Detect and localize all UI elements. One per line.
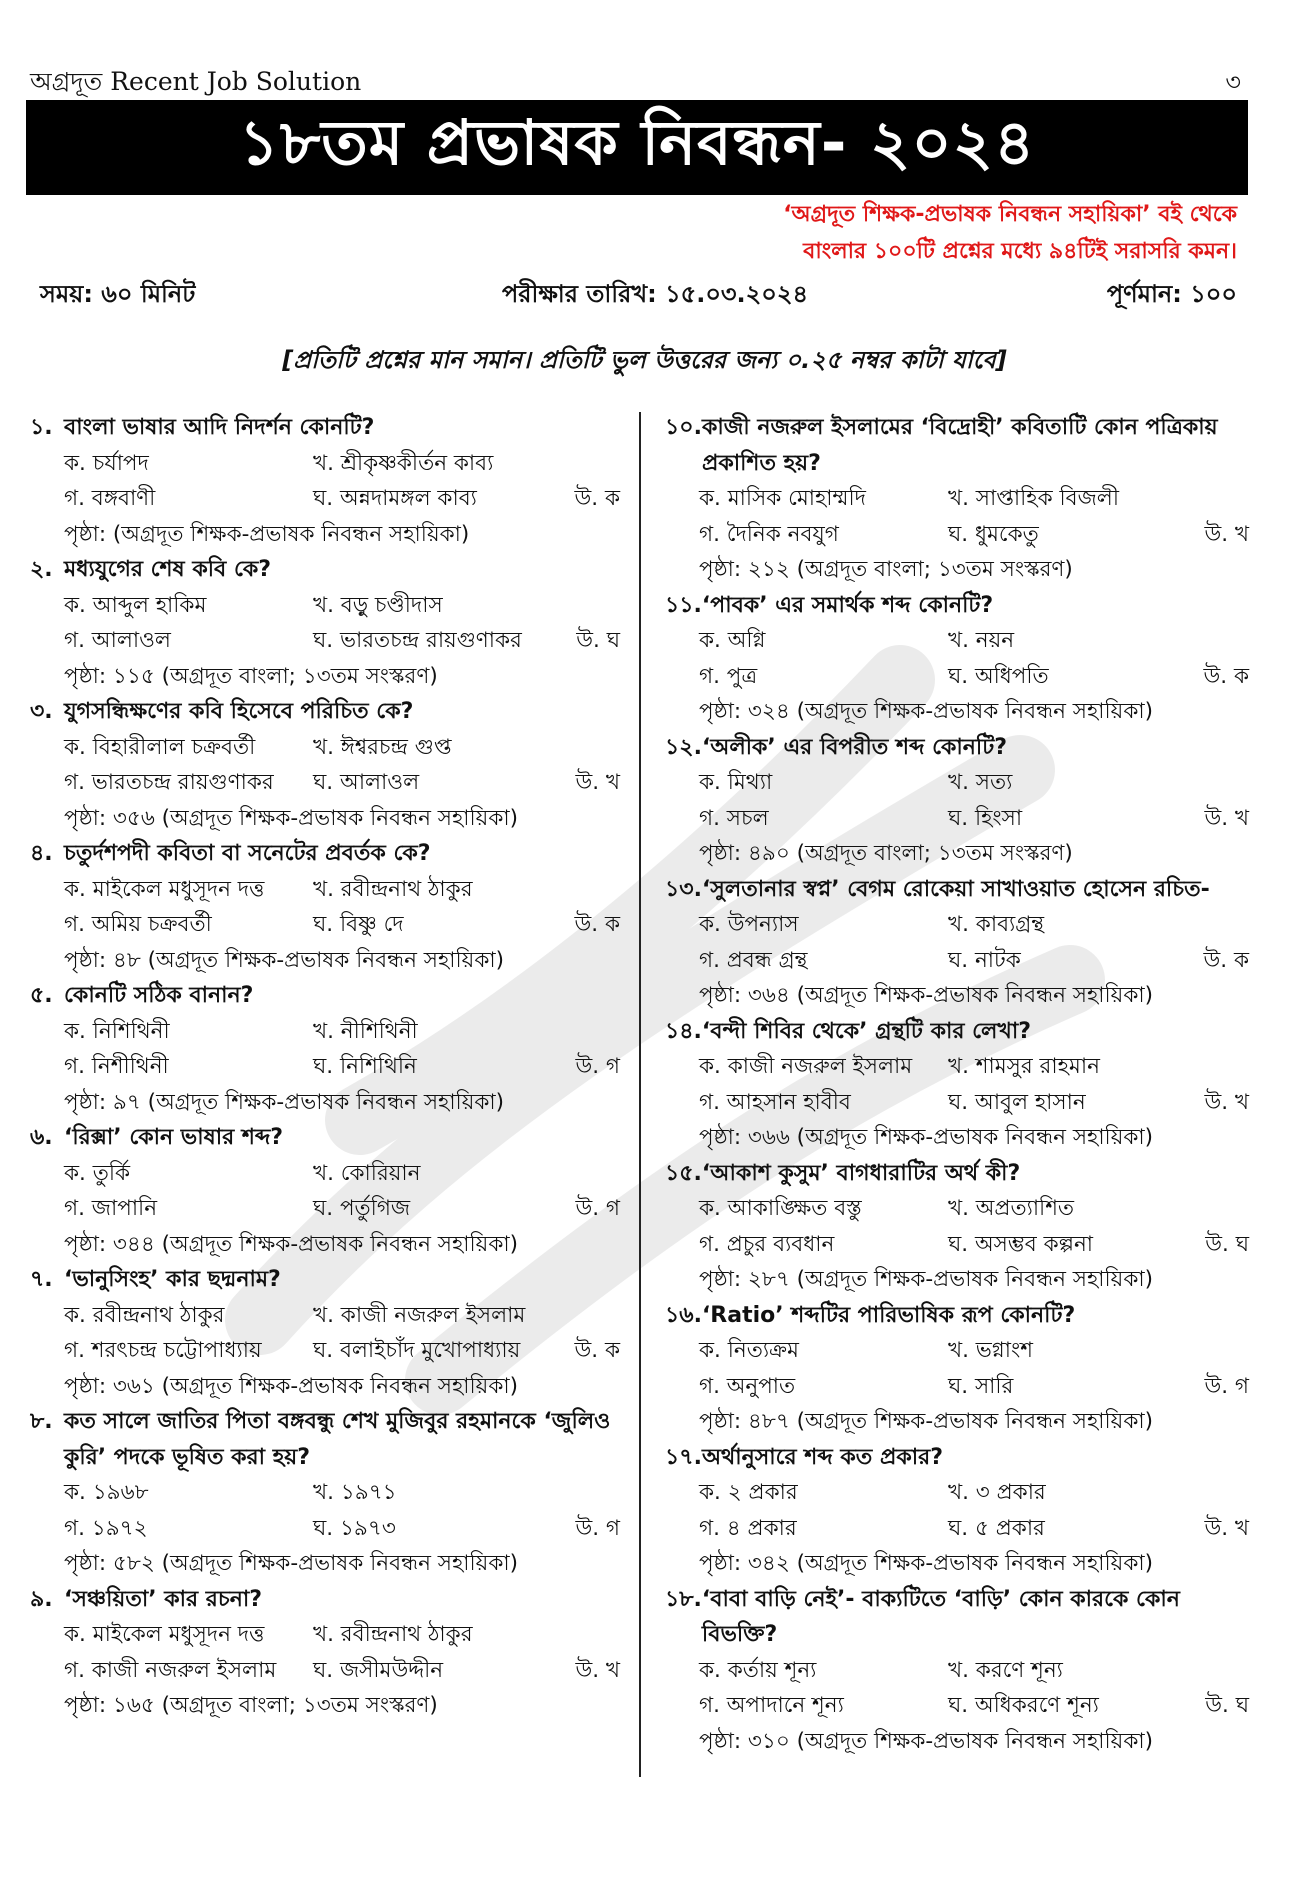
answer-key: উ. খ bbox=[575, 1657, 620, 1683]
option-ka: ক. নিশিথিনী bbox=[64, 1018, 170, 1044]
answer-key: উ. গ bbox=[1204, 1373, 1249, 1399]
question-number: ১৫. bbox=[665, 1160, 702, 1186]
option-ga: গ. ভারতচন্দ্র রায়গুণাকর bbox=[64, 770, 274, 795]
option-kha: খ. অপ্রত্যাশিত bbox=[948, 1196, 1075, 1221]
question-text: ‘বাবা বাড়ি নেই’- বাক্যটিতে ‘বাড়ি’ কোন কারকে কোন বিভক্তি? bbox=[701, 1586, 1180, 1647]
option-ka: ক. মিথ্যা bbox=[699, 770, 773, 795]
question-text: বাংলা ভাষার আদি নিদর্শন কোনটি? bbox=[64, 415, 375, 440]
option-gha: ঘ. নাটক bbox=[948, 947, 1021, 973]
option-ga: গ. প্রবন্ধ গ্রন্থ bbox=[699, 947, 808, 973]
options-row bbox=[665, 481, 1255, 517]
exam-title: ১৮তম প্রভাষক নিবন্ধন- ২০২৪ bbox=[238, 106, 1036, 179]
option-gha: ঘ. জসীমউদ্দীন bbox=[313, 1657, 444, 1683]
option-ka: ক. ২ প্রকার bbox=[699, 1480, 798, 1505]
option-ka: ক. ১৯৬৮ bbox=[64, 1480, 149, 1505]
option-gha: ঘ. নিশিথিনি bbox=[313, 1054, 417, 1079]
question-item bbox=[665, 1014, 1255, 1156]
option-ka: ক. কর্তায় শূন্য bbox=[699, 1657, 817, 1683]
question-number: ১৪. bbox=[665, 1018, 702, 1044]
options-row bbox=[30, 1049, 626, 1085]
question-text: ‘অলীক’ এর বিপরীত শব্দ কোনটি? bbox=[701, 734, 1007, 760]
option-kha: খ. শামসুর রাহমান bbox=[948, 1054, 1100, 1079]
question-number: ২. bbox=[30, 557, 53, 582]
answer-key: উ. ঘ bbox=[1205, 1231, 1249, 1257]
question-item bbox=[665, 872, 1255, 1014]
question-number: ১৮. bbox=[665, 1586, 702, 1612]
option-gha: ঘ. অসম্ভব কল্পনা bbox=[948, 1231, 1094, 1257]
question-stem bbox=[30, 978, 626, 1014]
answer-key: উ. ক bbox=[574, 1338, 620, 1363]
option-ka: ক. অগ্নি bbox=[699, 628, 766, 653]
question-stem bbox=[665, 872, 1255, 908]
option-ga: গ. শরৎচন্দ্র চট্টোপাধ্যায় bbox=[64, 1338, 262, 1363]
option-gha: ঘ. বিষ্ণু দে bbox=[313, 912, 404, 937]
exam-meta bbox=[40, 276, 1237, 312]
option-ka: ক. কাজী নজরুল ইসলাম bbox=[699, 1054, 913, 1079]
question-number: ১৩. bbox=[665, 876, 702, 902]
option-kha: খ. নয়ন bbox=[948, 628, 1015, 653]
question-text: ‘Ratio’ শব্দটির পারিভাষিক রূপ কোনটি? bbox=[701, 1302, 1076, 1328]
options-row bbox=[665, 1653, 1255, 1689]
question-item bbox=[665, 410, 1255, 588]
answer-key: উ. ক bbox=[1203, 947, 1249, 973]
question-stem bbox=[665, 588, 1255, 624]
question-stem bbox=[665, 410, 1255, 481]
option-kha: খ. রবীন্দ্রনাথ ঠাকুর bbox=[313, 1622, 473, 1647]
question-number: ১২. bbox=[665, 734, 702, 760]
answer-key: উ. গ bbox=[575, 1196, 620, 1221]
question-text: যুগসন্ধিক্ষণের কবি হিসেবে পরিচিত কে? bbox=[64, 699, 414, 724]
options-row bbox=[665, 1511, 1255, 1547]
option-gha: ঘ. পর্তুগিজ bbox=[313, 1196, 411, 1221]
options-row bbox=[30, 1298, 626, 1334]
option-ka: ক. চর্যাপদ bbox=[64, 450, 149, 476]
page-reference: পৃষ্ঠা: ৩৬১ (অগ্রদূত শিক্ষক-প্রভাষক নিবন্ধন সহায়িকা) bbox=[64, 1373, 519, 1399]
options-row bbox=[665, 659, 1255, 695]
question-text: কোনটি সঠিক বানান? bbox=[64, 983, 254, 1008]
option-ga: গ. কাজী নজরুল ইসলাম bbox=[64, 1657, 277, 1683]
options-row bbox=[665, 907, 1255, 943]
question-item bbox=[30, 694, 626, 836]
page-reference: পৃষ্ঠা: ২৮৭ (অগ্রদূত শিক্ষক-প্রভাষক নিবন্ধন সহায়িকা) bbox=[699, 1267, 1154, 1292]
option-ga: গ. বঙ্গবাণী bbox=[64, 486, 156, 511]
page-number: ৩ bbox=[1225, 68, 1241, 96]
question-stem bbox=[30, 1404, 626, 1475]
question-text: কত সালে জাতির পিতা বঙ্গবন্ধু শেখ মুজিবুর রহমানকে ‘জুলিও কুরি’ পদকে ভূষিত করা হয়? bbox=[64, 1409, 611, 1470]
question-stem bbox=[665, 730, 1255, 766]
option-kha: খ. কাজী নজরুল ইসলাম bbox=[313, 1302, 526, 1328]
answer-key: উ. ক bbox=[574, 912, 620, 937]
question-stem bbox=[30, 1120, 626, 1156]
option-gha: ঘ. ভারতচন্দ্র রায়গুণাকর bbox=[313, 628, 522, 653]
options-row bbox=[665, 765, 1255, 801]
question-text: ‘ভানুসিংহ’ কার ছদ্মনাম? bbox=[64, 1267, 281, 1292]
options-row bbox=[665, 943, 1255, 979]
question-item bbox=[30, 978, 626, 1120]
question-stem bbox=[665, 1156, 1255, 1192]
options-row bbox=[30, 872, 626, 908]
options-row bbox=[665, 1475, 1255, 1511]
options-row bbox=[30, 1333, 626, 1369]
exam-time: সময়: ৬০ মিনিট bbox=[40, 280, 196, 308]
question-text: ‘রিক্সা’ কোন ভাষার শব্দ? bbox=[64, 1125, 284, 1150]
question-stem bbox=[30, 694, 626, 730]
question-text: মধ্যযুগের শেষ কবি কে? bbox=[64, 557, 272, 582]
options-row bbox=[665, 517, 1255, 553]
options-row bbox=[665, 1369, 1255, 1405]
options-row bbox=[30, 588, 626, 624]
questions-left-column bbox=[30, 410, 626, 1724]
option-gha: ঘ. ৫ প্রকার bbox=[948, 1515, 1045, 1541]
page-reference: পৃষ্ঠা: ৩২৪ (অগ্রদূত শিক্ষক-প্রভাষক নিবন্ধন সহায়িকা) bbox=[699, 699, 1154, 724]
question-stem bbox=[665, 1014, 1255, 1050]
answer-key: উ. খ bbox=[575, 770, 620, 795]
options-row bbox=[30, 1653, 626, 1689]
option-gha: ঘ. হিংসা bbox=[948, 805, 1023, 831]
page-reference: পৃষ্ঠা: ৪৯০ (অগ্রদূত বাংলা; ১৩তম সংস্করণ) bbox=[699, 841, 1073, 866]
page-reference: পৃষ্ঠা: ৩৬৪ (অগ্রদূত শিক্ষক-প্রভাষক নিবন্ধন সহায়িকা) bbox=[699, 983, 1154, 1008]
question-stem bbox=[30, 1582, 626, 1618]
question-stem bbox=[665, 1582, 1255, 1653]
options-row bbox=[30, 1014, 626, 1050]
option-ka: ক. রবীন্দ্রনাথ ঠাকুর bbox=[64, 1302, 225, 1328]
answer-key: উ. খ bbox=[1204, 1089, 1249, 1115]
question-stem bbox=[665, 1298, 1255, 1334]
option-gha: ঘ. ১৯৭৩ bbox=[313, 1515, 396, 1541]
option-ka: ক. উপন্যাস bbox=[699, 912, 799, 937]
answer-key: উ. গ bbox=[575, 1515, 620, 1541]
option-kha: খ. রবীন্দ্রনাথ ঠাকুর bbox=[313, 876, 473, 902]
option-ka: ক. আকাঙ্ক্ষিত বস্তু bbox=[699, 1196, 862, 1221]
option-ga: গ. অমিয় চক্রবর্তী bbox=[64, 912, 212, 937]
option-gha: ঘ. অন্নদামঙ্গল কাব্য bbox=[313, 486, 477, 511]
question-item bbox=[665, 588, 1255, 730]
options-row bbox=[665, 801, 1255, 837]
question-text: ‘বন্দী শিবির থেকে’ গ্রন্থটি কার লেখা? bbox=[701, 1018, 1032, 1044]
question-stem bbox=[30, 552, 626, 588]
question-number: ৫. bbox=[30, 983, 53, 1008]
options-row bbox=[665, 1085, 1255, 1121]
question-number: ১০. bbox=[665, 415, 702, 440]
question-item bbox=[665, 1582, 1255, 1760]
options-row bbox=[30, 446, 626, 482]
page-reference: পৃষ্ঠা: ৪৮৭ (অগ্রদূত শিক্ষক-প্রভাষক নিবন্ধন সহায়িকা) bbox=[699, 1409, 1153, 1434]
option-kha: খ. করণে শূন্য bbox=[948, 1657, 1063, 1683]
option-kha: খ. নীশিথিনী bbox=[313, 1018, 418, 1044]
question-text: ‘আকাশ কুসুম’ বাগধারাটির অর্থ কী? bbox=[701, 1160, 1021, 1186]
option-kha: খ. শ্রীকৃষ্ণকীর্তন কাব্য bbox=[313, 450, 494, 476]
promo-line-2: বাংলার ১০০টি প্রশ্নের মধ্যে ৯৪টিই সরাসরি কমন। bbox=[803, 239, 1237, 264]
question-stem bbox=[30, 410, 626, 446]
question-item bbox=[30, 410, 626, 552]
question-number: ১১. bbox=[665, 592, 702, 618]
option-ka: ক. মাসিক মোহাম্মদি bbox=[699, 486, 866, 511]
question-item bbox=[665, 1298, 1255, 1440]
option-ga: গ. অপাদানে শূন্য bbox=[699, 1693, 844, 1718]
option-kha: খ. কাব্যগ্রন্থ bbox=[948, 912, 1045, 937]
page-reference: পৃষ্ঠা: ২১২ (অগ্রদূত বাংলা; ১৩তম সংস্করণ) bbox=[699, 557, 1073, 582]
question-item bbox=[30, 1582, 626, 1724]
promo-line-1: ‘অগ্রদূত শিক্ষক-প্রভাষক নিবন্ধন সহায়িকা’ বই থেকে bbox=[783, 202, 1237, 227]
options-row bbox=[30, 1191, 626, 1227]
options-row bbox=[665, 1191, 1255, 1227]
question-text: চতুর্দশপদী কবিতা বা সনেটের প্রবর্তক কে? bbox=[64, 841, 431, 866]
page-reference: পৃষ্ঠা: ৪৮ (অগ্রদূত শিক্ষক-প্রভাষক নিবন্ধন সহায়িকা) bbox=[64, 947, 505, 973]
question-item bbox=[30, 1120, 626, 1262]
option-gha: ঘ. বলাইচাঁদ মুখোপাধ্যায় bbox=[313, 1338, 521, 1363]
answer-key: উ. খ bbox=[1204, 521, 1249, 547]
option-ka: ক. তুর্কি bbox=[64, 1160, 131, 1186]
option-ga: গ. পুত্র bbox=[699, 663, 758, 689]
option-ga: গ. নিশীথিনী bbox=[64, 1054, 169, 1079]
answer-key: উ. ক bbox=[574, 486, 620, 511]
page-reference: পৃষ্ঠা: ৫৮২ (অগ্রদূত শিক্ষক-প্রভাষক নিবন্ধন সহায়িকা) bbox=[64, 1551, 518, 1576]
question-stem bbox=[665, 1440, 1255, 1476]
answer-key: উ. ঘ bbox=[576, 628, 620, 653]
question-item bbox=[665, 1156, 1255, 1298]
exam-title-banner bbox=[26, 100, 1248, 195]
answer-key: উ. গ bbox=[575, 1054, 620, 1079]
options-row bbox=[30, 1475, 626, 1511]
page-reference: পৃষ্ঠা: ১৬৫ (অগ্রদূত বাংলা; ১৩তম সংস্করণ) bbox=[64, 1693, 438, 1718]
question-number: ৪. bbox=[30, 841, 53, 866]
options-row bbox=[665, 1227, 1255, 1263]
page-reference: পৃষ্ঠা: ১১৫ (অগ্রদূত বাংলা; ১৩তম সংস্করণ) bbox=[64, 663, 438, 689]
answer-key: উ. ঘ bbox=[1205, 1693, 1249, 1718]
option-ga: গ. জাপানি bbox=[64, 1196, 158, 1221]
option-ga: গ. অনুপাত bbox=[699, 1373, 796, 1399]
option-gha: ঘ. অধিপতি bbox=[948, 663, 1049, 689]
exam-date: পরীক্ষার তারিখ: ১৫.০৩.২০২৪ bbox=[502, 280, 809, 308]
page-reference: পৃষ্ঠা: ৩৫৬ (অগ্রদূত শিক্ষক-প্রভাষক নিবন্ধন সহায়িকা) bbox=[64, 805, 519, 831]
question-number: ৬. bbox=[30, 1125, 53, 1150]
question-stem bbox=[30, 836, 626, 872]
page-reference: পৃষ্ঠা: ৩৬৬ (অগ্রদূত শিক্ষক-প্রভাষক নিবন্ধন সহায়িকা) bbox=[699, 1125, 1154, 1150]
question-item bbox=[665, 1440, 1255, 1582]
question-number: ১৬. bbox=[665, 1302, 702, 1328]
option-gha: ঘ. আবুল হাসান bbox=[948, 1089, 1086, 1115]
option-ga: গ. দৈনিক নবযুগ bbox=[699, 521, 839, 547]
page-reference: পৃষ্ঠা: ৩১০ (অগ্রদূত শিক্ষক-প্রভাষক নিবন্ধন সহায়িকা) bbox=[699, 1728, 1154, 1754]
options-row bbox=[30, 907, 626, 943]
page-reference: পৃষ্ঠা: ৩৪২ (অগ্রদূত শিক্ষক-প্রভাষক নিবন্ধন সহায়িকা) bbox=[699, 1551, 1154, 1576]
option-ga: গ. আহসান হাবীব bbox=[699, 1089, 851, 1115]
answer-key: উ. খ bbox=[1204, 805, 1249, 831]
question-text: অর্থানুসারে শব্দ কত প্রকার? bbox=[701, 1444, 944, 1470]
option-gha: ঘ. সারি bbox=[948, 1373, 1014, 1399]
option-gha: ঘ. অধিকরণে শূন্য bbox=[948, 1693, 1099, 1718]
option-kha: খ. সত্য bbox=[948, 770, 1013, 795]
option-kha: খ. বড়ু চণ্ডীদাস bbox=[313, 592, 443, 618]
page-reference: পৃষ্ঠা: (অগ্রদূত শিক্ষক-প্রভাষক নিবন্ধন সহায়িকা) bbox=[64, 521, 470, 547]
option-ga: গ. ৪ প্রকার bbox=[699, 1515, 797, 1541]
option-ga: গ. প্রচুর ব্যবধান bbox=[699, 1231, 835, 1257]
option-ka: ক. মাইকেল মধুসূদন দত্ত bbox=[64, 876, 265, 902]
question-item bbox=[30, 1262, 626, 1404]
question-item bbox=[30, 836, 626, 978]
option-kha: খ. ৩ প্রকার bbox=[948, 1480, 1046, 1505]
page-reference: পৃষ্ঠা: ৯৭ (অগ্রদূত শিক্ষক-প্রভাষক নিবন্ধন সহায়িকা) bbox=[64, 1089, 505, 1115]
option-ga: গ. ১৯৭২ bbox=[64, 1515, 148, 1541]
options-row bbox=[665, 1333, 1255, 1369]
options-row bbox=[30, 1511, 626, 1547]
options-row bbox=[30, 765, 626, 801]
options-row bbox=[665, 623, 1255, 659]
answer-key: উ. খ bbox=[1204, 1515, 1249, 1541]
question-item bbox=[30, 552, 626, 694]
answer-key: উ. ক bbox=[1203, 663, 1249, 689]
question-number: ৯. bbox=[30, 1586, 53, 1612]
options-row bbox=[30, 481, 626, 517]
question-stem bbox=[30, 1262, 626, 1298]
questions-right-column bbox=[665, 410, 1255, 1759]
promo-note bbox=[783, 196, 1237, 270]
question-number: ১৭. bbox=[665, 1444, 702, 1470]
question-text: ‘পাবক’ এর সমার্থক শব্দ কোনটি? bbox=[701, 592, 994, 618]
question-number: ৮. bbox=[30, 1409, 53, 1434]
question-number: ১. bbox=[30, 415, 53, 440]
option-kha: খ. ঈশ্বরচন্দ্র গুপ্ত bbox=[313, 734, 452, 760]
question-number: ৩. bbox=[30, 699, 53, 724]
options-row bbox=[30, 623, 626, 659]
option-ga: গ. আলাওল bbox=[64, 628, 171, 653]
options-row bbox=[30, 1156, 626, 1192]
page-reference: পৃষ্ঠা: ৩৪৪ (অগ্রদূত শিক্ষক-প্রভাষক নিবন্ধন সহায়িকা) bbox=[64, 1231, 518, 1257]
question-text: কাজী নজরুল ইসলামের ‘বিদ্রোহী’ কবিতাটি কোন পত্রিকায় প্রকাশিত হয়? bbox=[701, 415, 1218, 476]
option-ka: ক. আব্দুল হাকিম bbox=[64, 592, 207, 618]
option-ka: ক. নিত্যক্রম bbox=[699, 1338, 799, 1363]
option-kha: খ. কোরিয়ান bbox=[313, 1160, 421, 1186]
question-number: ৭. bbox=[30, 1267, 53, 1292]
running-title: অগ্রদূত Recent Job Solution bbox=[30, 67, 362, 96]
marking-instruction: [প্রতিটি প্রশ্নের মান সমান। প্রতিটি ভুল উত্তরের জন্য ০.২৫ নম্বর কাটা যাবে] bbox=[282, 346, 1007, 374]
option-gha: ঘ. আলাওল bbox=[313, 770, 420, 795]
full-marks: পূর্ণমান: ১০০ bbox=[1106, 280, 1237, 308]
option-kha: খ. ভগ্নাংশ bbox=[948, 1338, 1033, 1363]
option-gha: ঘ. ধুমকেতু bbox=[948, 521, 1039, 547]
options-row bbox=[30, 1617, 626, 1653]
option-ga: গ. সচল bbox=[699, 805, 769, 831]
question-text: ‘সঞ্চয়িতা’ কার রচনা? bbox=[64, 1586, 263, 1612]
option-kha: খ. সাপ্তাহিক বিজলী bbox=[948, 486, 1119, 511]
option-ka: ক. মাইকেল মধুসূদন দত্ত bbox=[64, 1622, 265, 1647]
question-text: ‘সুলতানার স্বপ্ন’ বেগম রোকেয়া সাখাওয়াত হোসেন রচিত- bbox=[701, 876, 1210, 902]
options-row bbox=[30, 730, 626, 766]
option-kha: খ. ১৯৭১ bbox=[313, 1480, 397, 1505]
question-item bbox=[665, 730, 1255, 872]
column-divider bbox=[639, 412, 641, 1777]
options-row bbox=[665, 1688, 1255, 1724]
option-ka: ক. বিহারীলাল চক্রবর্তী bbox=[64, 734, 256, 760]
question-item bbox=[30, 1404, 626, 1582]
options-row bbox=[665, 1049, 1255, 1085]
